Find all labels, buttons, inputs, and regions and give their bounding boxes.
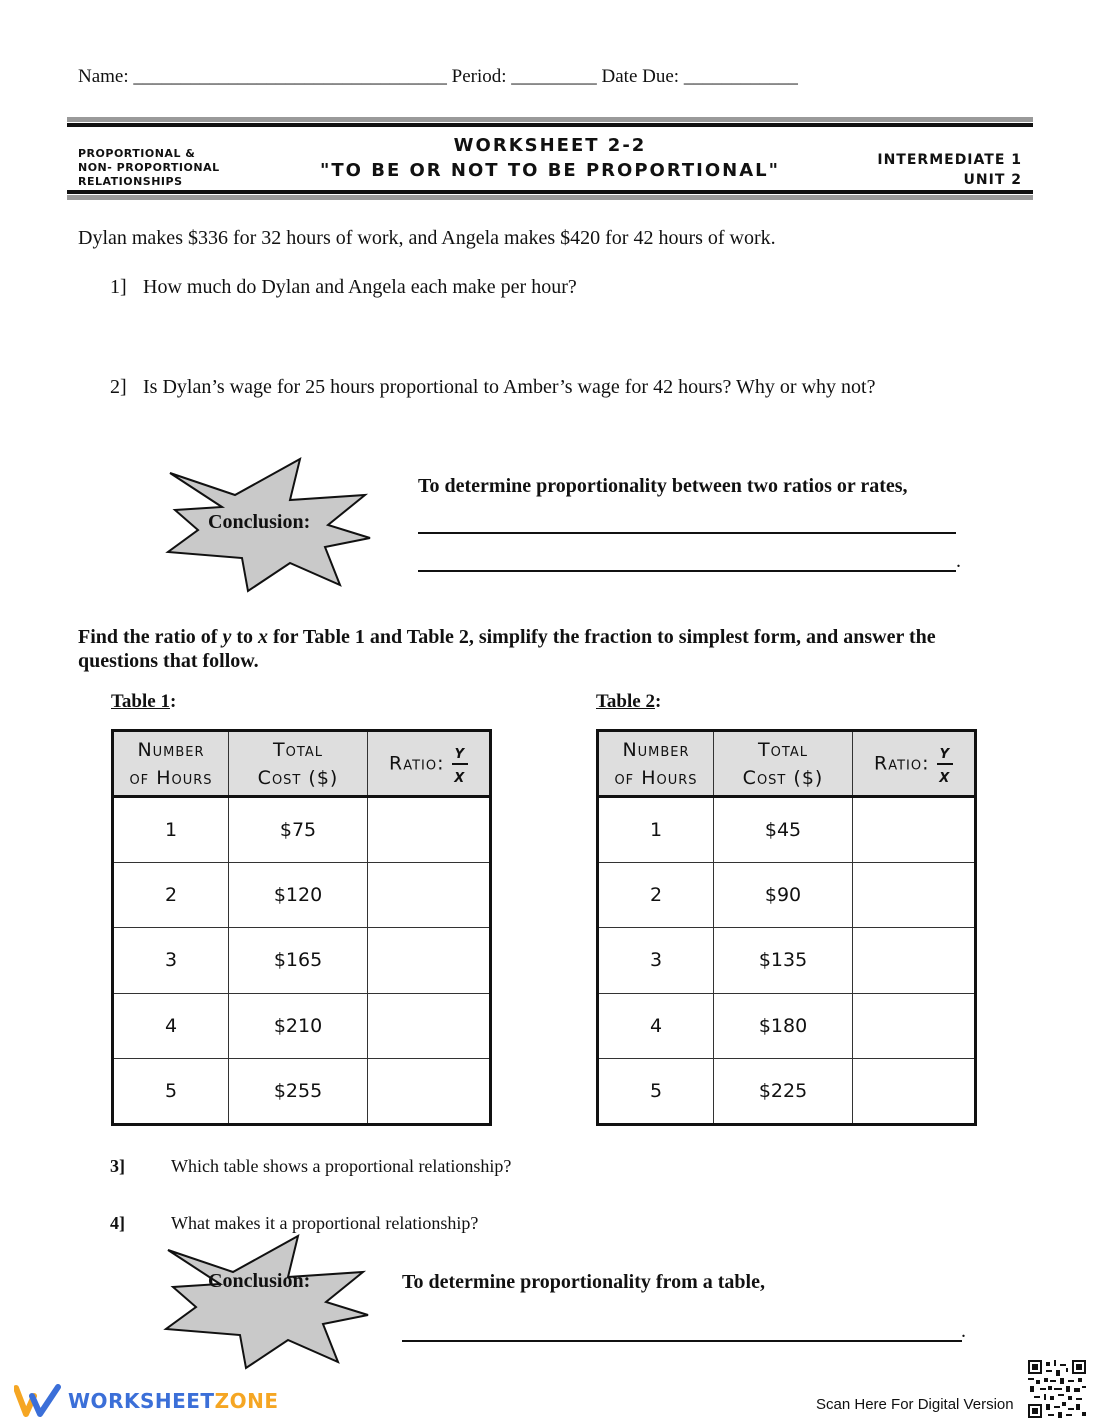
worksheet-title: WORKSHEET 2-2 — [453, 135, 647, 156]
ratio-answer-cell[interactable] — [368, 862, 491, 928]
conclusion-1-label: Conclusion: — [208, 511, 311, 533]
table-row — [113, 797, 491, 863]
question-4-text: What makes it a proportional relationship? — [171, 1213, 479, 1233]
cost-cell: $225 — [714, 1059, 853, 1125]
header-topic-line: NON- PROPORTIONAL — [78, 161, 220, 174]
table-row — [113, 862, 491, 928]
instructions-line-1 — [78, 626, 936, 649]
instructions-part: for Table 1 and Table 2, simplify the fraction to simplest form, and answer the — [268, 626, 936, 648]
table-2-label — [596, 691, 661, 713]
question-3-number: 3] — [110, 1156, 125, 1176]
hours-cell: 5 — [598, 1059, 714, 1125]
qr-code-icon[interactable] — [1028, 1360, 1086, 1418]
worksheetzone-w-icon — [14, 1384, 64, 1418]
hours-cell: 1 — [598, 797, 714, 863]
header-course-line: UNIT 2 — [963, 172, 1022, 188]
header-topic-line: PROPORTIONAL & — [78, 147, 196, 160]
table-2-label-colon: : — [654, 691, 662, 712]
cost-cell: $120 — [229, 862, 368, 928]
instructions-part: to — [231, 626, 258, 648]
instructions-line-2: questions that follow. — [78, 650, 259, 672]
header-top-bar — [67, 117, 1033, 127]
ratio-answer-cell[interactable] — [368, 797, 491, 863]
question-4-number: 4] — [110, 1213, 125, 1233]
col-total-cost — [714, 731, 853, 797]
table-row — [598, 1059, 976, 1125]
fraction-denominator: x — [454, 764, 466, 787]
scan-text: Scan Here For Digital Version — [816, 1396, 1014, 1413]
intro-text: Dylan makes $336 for 32 hours of work, and Angela makes $420 for 42 hours of work. — [78, 227, 776, 249]
col-number-of-hours — [598, 731, 714, 797]
hours-cell: 3 — [598, 928, 714, 994]
table-row — [598, 862, 976, 928]
instructions-y: y — [222, 626, 232, 648]
question-2-text: Is Dylan’s wage for 25 hours proportional to Amber’s wage for 42 hours? Why or why not? — [143, 376, 876, 398]
logo-text-zone: ZONE — [214, 1389, 279, 1413]
col-total-cost — [229, 731, 368, 797]
ratio-answer-cell[interactable] — [853, 993, 976, 1059]
hours-cell: 2 — [113, 862, 229, 928]
hours-cell: 2 — [598, 862, 714, 928]
header-bottom-bar — [67, 190, 1033, 200]
ratio-fraction — [937, 741, 953, 787]
question-1-number: 1] — [110, 276, 127, 298]
hours-cell: 4 — [113, 993, 229, 1059]
table-row — [598, 797, 976, 863]
conclusion-2-label: Conclusion: — [208, 1270, 311, 1292]
ratio-answer-cell[interactable] — [853, 862, 976, 928]
conclusion-2-period: . — [961, 1320, 966, 1342]
col-header-line: of Hours — [614, 766, 698, 789]
conclusion-2-text: To determine proportionality from a table, — [402, 1271, 765, 1293]
col-ratio-label: Ratio: — [389, 752, 445, 774]
header-course — [840, 150, 1022, 190]
header-title-block — [250, 134, 850, 184]
col-header-line: Cost ($) — [742, 766, 824, 789]
cost-cell: $210 — [229, 993, 368, 1059]
fraction-denominator: x — [939, 764, 951, 787]
col-ratio-label: Ratio: — [874, 752, 930, 774]
ratio-answer-cell[interactable] — [368, 928, 491, 994]
header-course-line: INTERMEDIATE 1 — [877, 152, 1022, 168]
worksheetzone-logo[interactable] — [14, 1384, 278, 1418]
cost-cell: $165 — [229, 928, 368, 994]
table-row — [598, 928, 976, 994]
table-2-label-text: Table 2 — [596, 691, 655, 712]
worksheet-subtitle: "TO BE OR NOT TO BE PROPORTIONAL" — [320, 160, 780, 181]
col-ratio — [853, 731, 976, 797]
hours-cell: 3 — [113, 928, 229, 994]
conclusion-2-blank-line[interactable] — [402, 1320, 962, 1342]
col-number-of-hours — [113, 731, 229, 797]
hours-cell: 4 — [598, 993, 714, 1059]
ratio-answer-cell[interactable] — [368, 1059, 491, 1125]
cost-cell: $180 — [714, 993, 853, 1059]
conclusion-1-blank-line[interactable] — [418, 550, 956, 572]
logo-text-worksheet: WORKSHEET — [68, 1389, 215, 1413]
table-1-label-text: Table 1 — [111, 691, 170, 712]
question-1-text: How much do Dylan and Angela each make per hour? — [143, 276, 577, 298]
ratio-answer-cell[interactable] — [853, 928, 976, 994]
header-topic — [78, 147, 220, 189]
name-period-date-line: Name: _________________________________ Period: _________ Date Due: ____________ — [78, 66, 798, 87]
instructions-x: x — [258, 626, 268, 648]
ratio-answer-cell[interactable] — [368, 993, 491, 1059]
conclusion-1-text: To determine proportionality between two ratios or rates, — [418, 475, 908, 497]
table-row — [113, 1059, 491, 1125]
table-row — [598, 993, 976, 1059]
table-1 — [111, 729, 492, 1126]
question-3-text: Which table shows a proportional relationship? — [171, 1156, 512, 1176]
col-header-line: Number — [137, 738, 205, 761]
ratio-fraction — [452, 741, 468, 787]
table-row — [113, 928, 491, 994]
col-header-line: of Hours — [129, 766, 213, 789]
instructions-part: Find the ratio of — [78, 626, 223, 648]
col-header-line: Total — [273, 738, 323, 761]
conclusion-1-period: . — [956, 550, 961, 572]
cost-cell: $255 — [229, 1059, 368, 1125]
conclusion-starburst-icon — [158, 1232, 373, 1372]
fraction-numerator: y — [452, 741, 468, 765]
col-header-line: Number — [622, 738, 690, 761]
header-topic-line: RELATIONSHIPS — [78, 175, 183, 188]
cost-cell: $75 — [229, 797, 368, 863]
col-ratio — [368, 731, 491, 797]
hours-cell: 5 — [113, 1059, 229, 1125]
col-header-line: Cost ($) — [257, 766, 339, 789]
table-row — [113, 993, 491, 1059]
table-2 — [596, 729, 977, 1126]
question-2-number: 2] — [110, 376, 127, 398]
ratio-answer-cell[interactable] — [853, 1059, 976, 1125]
col-header-line: Total — [758, 738, 808, 761]
cost-cell: $135 — [714, 928, 853, 994]
table-1-label — [111, 691, 176, 713]
cost-cell: $90 — [714, 862, 853, 928]
cost-cell: $45 — [714, 797, 853, 863]
fraction-numerator: y — [937, 741, 953, 765]
conclusion-1-blank-line[interactable] — [418, 512, 956, 534]
hours-cell: 1 — [113, 797, 229, 863]
ratio-answer-cell[interactable] — [853, 797, 976, 863]
table-1-label-colon: : — [169, 691, 177, 712]
